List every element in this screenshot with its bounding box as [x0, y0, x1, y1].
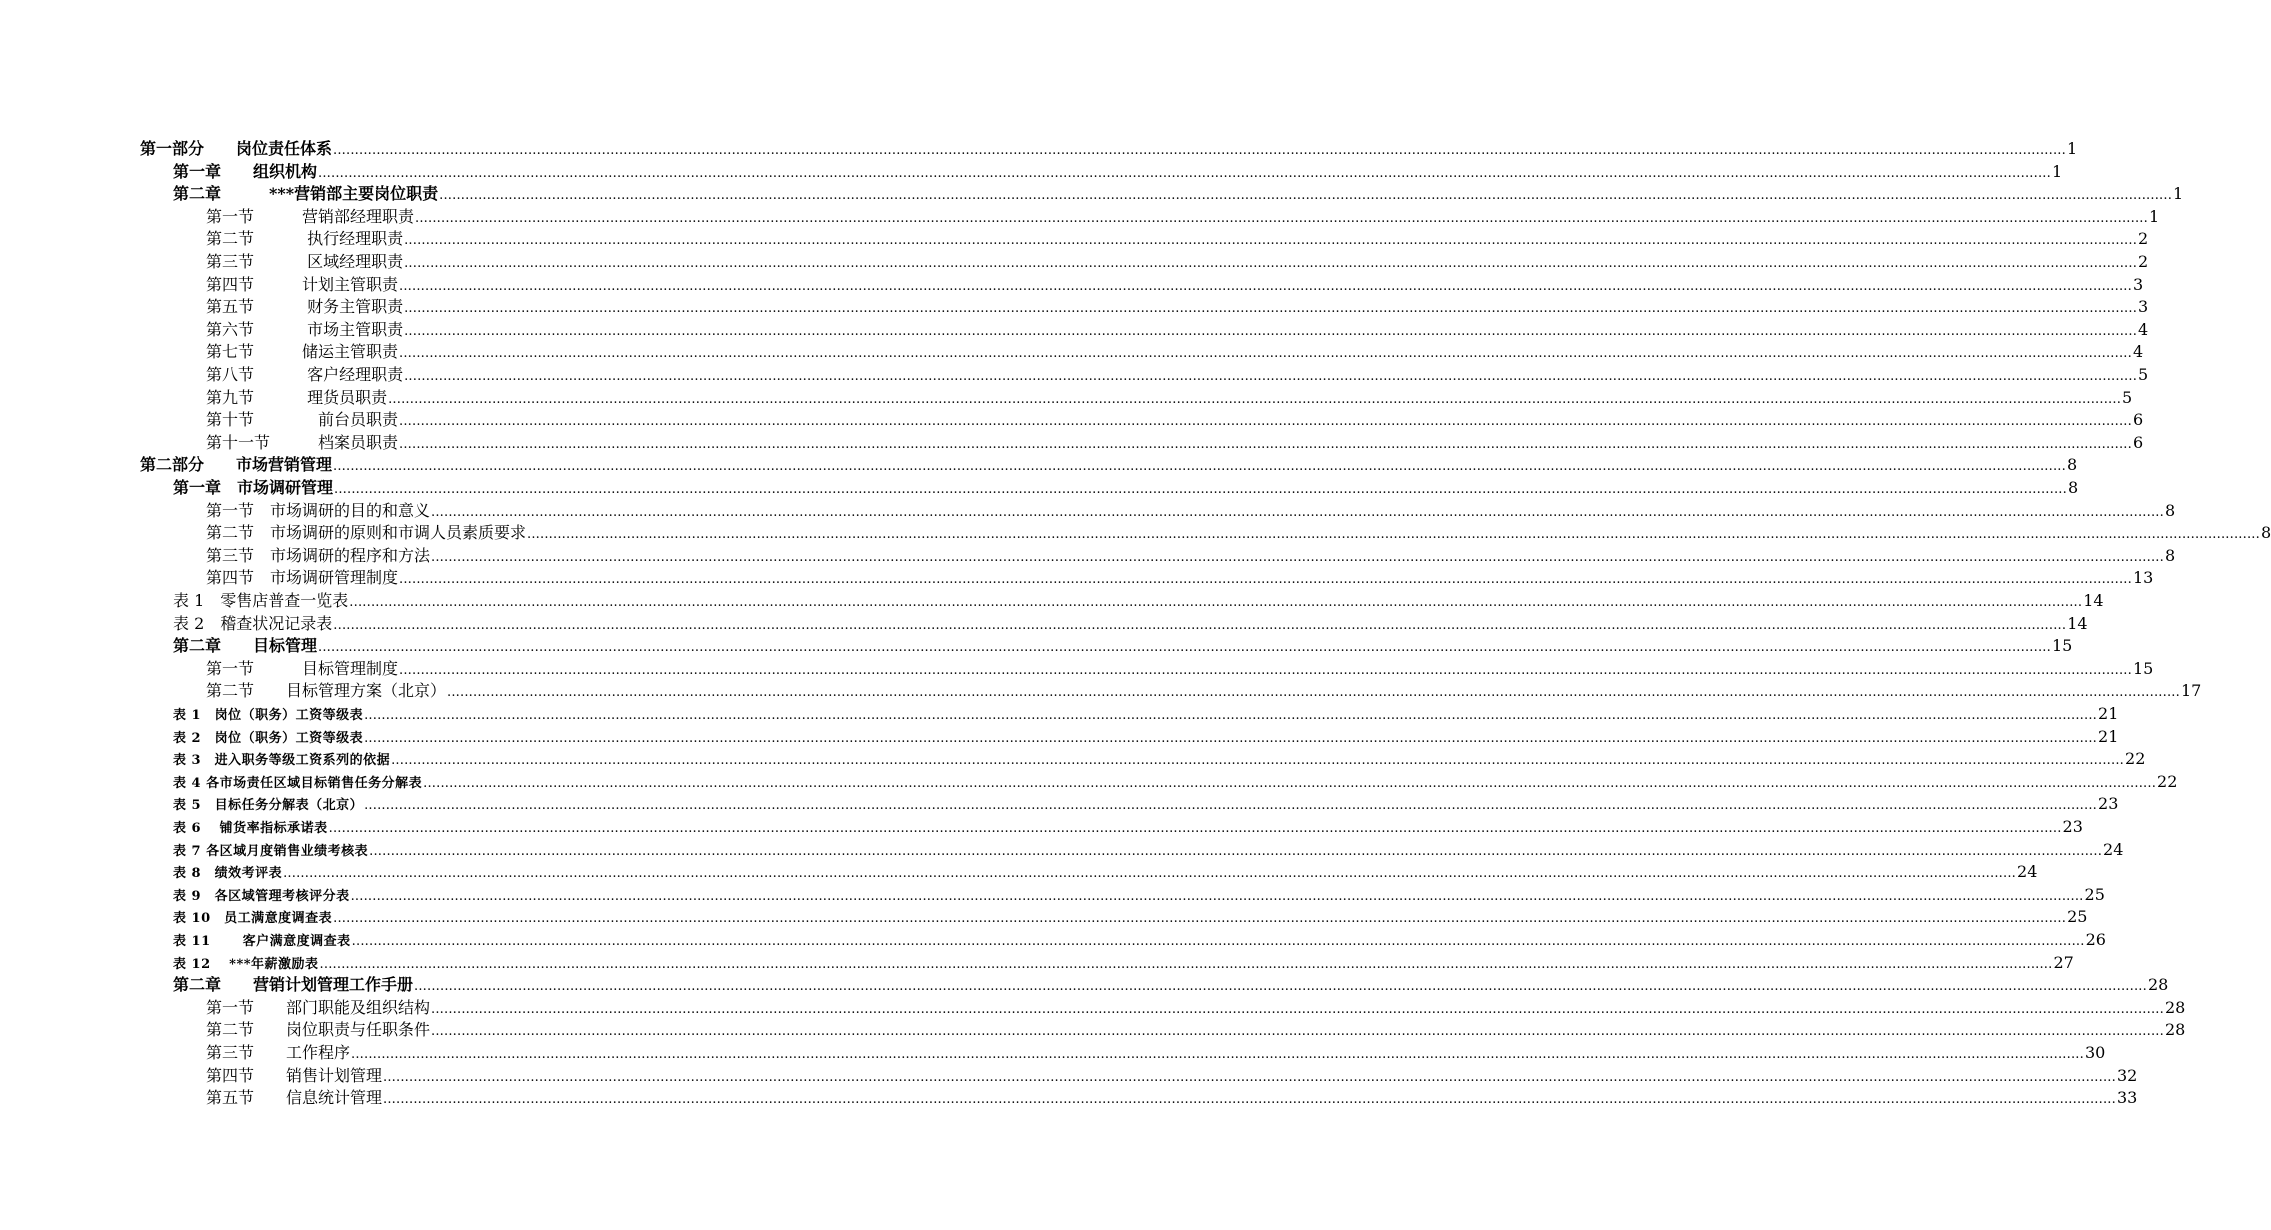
toc-entry[interactable]	[173, 816, 2083, 838]
toc-entry-title: 第二章 营销计划管理工作手册	[173, 975, 414, 995]
toc-entry-title: 第二节 市场调研的原则和市调人员素质要求	[206, 523, 527, 543]
toc-entry[interactable]	[140, 454, 2078, 476]
toc-entry[interactable]	[173, 906, 2088, 928]
toc-entry[interactable]	[206, 432, 2144, 454]
toc-entry-title: 第二节 执行经理职责	[206, 229, 404, 249]
toc-entry-title: 第一节 营销部经理职责	[206, 206, 415, 226]
toc-entry[interactable]	[173, 884, 2105, 906]
toc-page-number: 23	[2062, 817, 2083, 836]
toc-entry[interactable]	[206, 680, 2202, 702]
toc-dot-leader: ................................................................................................................................................................................................................................................................................................................................................................................................................	[404, 256, 2138, 271]
toc-entry-title: 第一节 目标管理制度	[206, 658, 399, 678]
toc-page-number: 30	[2084, 1043, 2106, 1062]
toc-entry[interactable]	[206, 228, 2149, 250]
toc-entry[interactable]	[206, 1087, 2138, 1109]
toc-entry[interactable]	[173, 952, 2074, 974]
toc-entry-title: 表 2 稽查状况记录表	[173, 613, 333, 633]
toc-entry-title: 第一部分 岗位责任体系	[140, 139, 333, 158]
toc-entry-title: 第一节 部门职能及组织结构	[206, 997, 431, 1017]
toc-page-number: 8	[2164, 500, 2176, 520]
toc-dot-leader: ................................................................................................................................................................................................................................................................................................................................................................................................................	[414, 979, 2147, 995]
toc-dot-leader: ................................................................................................................................................................................................................................................................................................................................................................................................................	[334, 482, 2067, 497]
toc-entry[interactable]	[173, 613, 2088, 635]
toc-entry[interactable]	[206, 500, 2176, 522]
toc-page-number: 3	[2138, 297, 2149, 317]
toc-dot-leader: ................................................................................................................................................................................................................................................................................................................................................................................................................	[439, 188, 2173, 204]
toc-entry-title: 表 1 零售店普查一览表	[173, 591, 349, 610]
toc-page-number: 5	[2122, 387, 2133, 407]
toc-entry-title: 表 10 员工满意度调查表	[173, 911, 333, 927]
toc-entry-title: 第十节 前台员职责	[206, 410, 399, 430]
toc-entry[interactable]	[173, 793, 2119, 815]
toc-page-number: 25	[2084, 884, 2105, 904]
toc-dot-leader: ................................................................................................................................................................................................................................................................................................................................................................................................................	[333, 617, 2067, 633]
toc-page-number: 21	[2098, 704, 2119, 723]
toc-entry[interactable]	[173, 703, 2119, 725]
toc-dot-leader: ................................................................................................................................................................................................................................................................................................................................................................................................................	[318, 165, 2051, 181]
toc-entry[interactable]	[206, 409, 2144, 431]
toc-page-number: 6	[2132, 432, 2144, 452]
toc-page-number: 13	[2132, 568, 2154, 588]
toc-dot-leader: ................................................................................................................................................................................................................................................................................................................................................................................................................	[364, 730, 2098, 746]
toc-entry[interactable]	[206, 1019, 2186, 1041]
toc-dot-leader: ................................................................................................................................................................................................................................................................................................................................................................................................................	[399, 346, 2132, 362]
toc-dot-leader: ................................................................................................................................................................................................................................................................................................................................................................................................................	[527, 527, 2260, 543]
toc-entry-title: 第七节 储运主管职责	[206, 342, 399, 362]
toc-dot-leader: ................................................................................................................................................................................................................................................................................................................................................................................................................	[431, 1001, 2164, 1017]
toc-entry-title: 表 11 客户满意度调查表	[173, 934, 351, 949]
toc-page-number: 6	[2132, 410, 2144, 430]
toc-entry[interactable]	[206, 251, 2149, 273]
toc-entry-title: 第三节 工作程序	[206, 1043, 351, 1062]
toc-entry-title: 表 7 各区域月度销售业绩考核表	[173, 843, 369, 859]
toc-entry[interactable]	[173, 748, 2146, 770]
toc-dot-leader: ................................................................................................................................................................................................................................................................................................................................................................................................................	[383, 1069, 2116, 1085]
toc-entry[interactable]	[206, 545, 2176, 567]
toc-dot-leader: ................................................................................................................................................................................................................................................................................................................................................................................................................	[404, 233, 2138, 249]
toc-entry-title: 表 3 进入职务等级工资系列的依据	[173, 753, 391, 769]
toc-page-number: 5	[2138, 365, 2149, 384]
toc-entry-title: 第三节 市场调研的程序和方法	[206, 545, 431, 565]
toc-entry[interactable]	[206, 387, 2133, 409]
toc-dot-leader: ................................................................................................................................................................................................................................................................................................................................................................................................................	[349, 595, 2083, 610]
toc-dot-leader: ................................................................................................................................................................................................................................................................................................................................................................................................................	[431, 549, 2164, 565]
toc-page-number: 22	[2157, 771, 2178, 791]
toc-dot-leader: ................................................................................................................................................................................................................................................................................................................................................................................................................	[333, 911, 2067, 927]
toc-entry[interactable]	[173, 974, 2169, 996]
toc-entry-title: 表 12 ***年薪激励表	[173, 956, 319, 972]
toc-entry[interactable]	[206, 206, 2160, 228]
toc-dot-leader: ................................................................................................................................................................................................................................................................................................................................................................................................................	[318, 640, 2051, 656]
toc-page-number: 4	[2138, 319, 2149, 339]
toc-entry[interactable]	[173, 929, 2106, 951]
toc-dot-leader: ................................................................................................................................................................................................................................................................................................................................................................................................................	[431, 504, 2164, 520]
toc-dot-leader: ................................................................................................................................................................................................................................................................................................................................................................................................................	[283, 866, 2017, 882]
toc-entry-title: 第四节 计划主管职责	[206, 274, 399, 294]
toc-dot-leader: ................................................................................................................................................................................................................................................................................................................................................................................................................	[328, 821, 2062, 836]
toc-entry[interactable]	[173, 839, 2124, 861]
toc-entry[interactable]	[206, 1065, 2138, 1087]
toc-page-number: 15	[2132, 658, 2154, 678]
toc-dot-leader: ................................................................................................................................................................................................................................................................................................................................................................................................................	[319, 956, 2053, 972]
toc-entry-title: 第十一节 档案员职责	[206, 432, 399, 452]
toc-entry[interactable]	[140, 138, 2078, 160]
toc-dot-leader: ................................................................................................................................................................................................................................................................................................................................................................................................................	[399, 414, 2132, 430]
toc-page-number: 28	[2147, 975, 2169, 995]
toc-entry[interactable]	[206, 1042, 2106, 1064]
toc-dot-leader: ................................................................................................................................................................................................................................................................................................................................................................................................................	[369, 843, 2103, 859]
toc-entry-title: 第九节 理货员职责	[206, 387, 388, 407]
toc-page-number: 22	[2125, 749, 2146, 769]
toc-dot-leader: ................................................................................................................................................................................................................................................................................................................................................................................................................	[383, 1092, 2116, 1108]
toc-entry-title: 第四节 市场调研管理制度	[206, 568, 399, 588]
toc-page-number: 21	[2098, 726, 2119, 746]
toc-page-number: 25	[2067, 907, 2088, 927]
toc-entry[interactable]	[173, 635, 2073, 657]
toc-page-number: 32	[2116, 1065, 2138, 1085]
toc-entry-title: 第六节 市场主管职责	[206, 319, 404, 339]
toc-page-number: 3	[2132, 274, 2144, 294]
toc-page-number: 8	[2260, 523, 2271, 543]
toc-dot-leader: ................................................................................................................................................................................................................................................................................................................................................................................................................	[415, 210, 2148, 226]
toc-entry-title: 第八节 客户经理职责	[206, 365, 404, 384]
toc-entry-title: 表 5 目标任务分解表（北京）	[173, 798, 364, 814]
toc-dot-leader: ................................................................................................................................................................................................................................................................................................................................................................................................................	[447, 685, 2180, 701]
toc-dot-leader: ................................................................................................................................................................................................................................................................................................................................................................................................................	[364, 798, 2098, 814]
toc-dot-leader: ................................................................................................................................................................................................................................................................................................................................................................................................................	[404, 323, 2138, 339]
toc-entry[interactable]	[173, 771, 2178, 793]
toc-page-number: 2	[2138, 252, 2149, 271]
toc-page-number: 28	[2164, 1020, 2186, 1040]
toc-page-number: 27	[2053, 952, 2074, 972]
toc-entry[interactable]	[206, 658, 2154, 680]
toc-page-number: 24	[2017, 862, 2038, 882]
toc-entry-title: 第一章 组织机构	[173, 161, 318, 181]
toc-entry-title: 第二章 ***营销部主要岗位职责	[173, 184, 439, 204]
toc-page-number: 14	[2067, 613, 2088, 633]
toc-page-number: 17	[2180, 681, 2202, 701]
toc-entry[interactable]	[206, 364, 2149, 386]
toc-entry[interactable]	[173, 161, 2063, 183]
toc-entry-title: 第二部分 市场营销管理	[140, 455, 333, 475]
toc-entry[interactable]	[206, 567, 2154, 589]
toc-dot-leader: ................................................................................................................................................................................................................................................................................................................................................................................................................	[423, 775, 2157, 791]
toc-dot-leader: ................................................................................................................................................................................................................................................................................................................................................................................................................	[399, 572, 2132, 588]
toc-entry-title: 表 9 各区域管理考核评分表	[173, 888, 350, 904]
toc-page-number: 28	[2164, 997, 2186, 1017]
toc-entry-title: 第五节 信息统计管理	[206, 1088, 383, 1108]
toc-entry-title: 表 2 岗位（职务）工资等级表	[173, 730, 364, 746]
toc-dot-leader: ................................................................................................................................................................................................................................................................................................................................................................................................................	[388, 391, 2122, 407]
toc-dot-leader: ................................................................................................................................................................................................................................................................................................................................................................................................................	[333, 459, 2066, 475]
toc-entry[interactable]	[173, 183, 2184, 205]
toc-page-number: 4	[2132, 342, 2144, 362]
toc-page-number: 33	[2116, 1088, 2138, 1108]
toc-dot-leader: ................................................................................................................................................................................................................................................................................................................................................................................................................	[399, 662, 2132, 678]
toc-entry-title: 表 8 绩效考评表	[173, 866, 283, 882]
toc-entry-title: 第二节 岗位职责与任职条件	[206, 1020, 431, 1040]
toc-entry[interactable]	[173, 861, 2038, 883]
toc-dot-leader: ................................................................................................................................................................................................................................................................................................................................................................................................................	[404, 301, 2138, 317]
toc-entry-title: 表 6 铺货率指标承诺表	[173, 821, 328, 836]
toc-page-number: 8	[2066, 455, 2078, 475]
toc-page-number: 8	[2164, 545, 2176, 565]
toc-dot-leader: ................................................................................................................................................................................................................................................................................................................................................................................................................	[431, 1024, 2164, 1040]
toc-entry[interactable]	[173, 590, 2104, 612]
toc-page-number: 1	[2051, 161, 2063, 181]
toc-entry-title: 第一节 市场调研的目的和意义	[206, 500, 431, 520]
toc-page-number: 1	[2173, 184, 2184, 204]
toc-dot-leader: ................................................................................................................................................................................................................................................................................................................................................................................................................	[404, 369, 2138, 384]
toc-entry[interactable]	[206, 341, 2144, 363]
toc-dot-leader: ................................................................................................................................................................................................................................................................................................................................................................................................................	[351, 934, 2085, 949]
toc-page-number: 8	[2067, 478, 2079, 497]
toc-dot-leader: ................................................................................................................................................................................................................................................................................................................................................................................................................	[351, 1047, 2084, 1062]
toc-page-number: 26	[2085, 930, 2106, 949]
toc-page-number: 2	[2138, 229, 2149, 249]
toc-dot-leader: ................................................................................................................................................................................................................................................................................................................................................................................................................	[399, 436, 2132, 452]
toc-dot-leader: ................................................................................................................................................................................................................................................................................................................................................................................................................	[364, 708, 2098, 723]
toc-dot-leader: ................................................................................................................................................................................................................................................................................................................................................................................................................	[399, 278, 2132, 294]
toc-entry-title: 第五节 财务主管职责	[206, 297, 404, 317]
toc-page-number: 24	[2103, 839, 2124, 859]
toc-entry[interactable]	[173, 477, 2079, 499]
toc-entry-title: 表 1 岗位（职务）工资等级表	[173, 708, 364, 723]
toc-entry-title: 第三节 区域经理职责	[206, 252, 404, 271]
toc-page-number: 1	[2066, 139, 2078, 158]
toc-entry[interactable]	[206, 522, 2271, 544]
toc-entry[interactable]	[173, 726, 2119, 748]
toc-entry[interactable]	[206, 997, 2186, 1019]
toc-dot-leader: ................................................................................................................................................................................................................................................................................................................................................................................................................	[350, 888, 2084, 904]
toc-page-number: 15	[2051, 636, 2073, 656]
toc-dot-leader: ................................................................................................................................................................................................................................................................................................................................................................................................................	[391, 753, 2125, 769]
toc-entry[interactable]	[206, 296, 2149, 318]
toc-dot-leader: ................................................................................................................................................................................................................................................................................................................................................................................................................	[333, 143, 2066, 158]
toc-entry-title: 第四节 销售计划管理	[206, 1065, 383, 1085]
toc-entry-title: 第二章 目标管理	[173, 636, 318, 656]
toc-entry[interactable]	[206, 274, 2144, 296]
toc-page-number: 14	[2083, 591, 2104, 610]
toc-entry-title: 表 4 各市场责任区域目标销售任务分解表	[173, 775, 423, 791]
toc-entry-title: 第二节 目标管理方案（北京）	[206, 681, 447, 701]
toc-entry-title: 第一章 市场调研管理	[173, 478, 334, 497]
toc-entry[interactable]	[206, 319, 2149, 341]
toc-page-number: 23	[2098, 794, 2119, 814]
toc-page-number: 1	[2148, 206, 2160, 226]
